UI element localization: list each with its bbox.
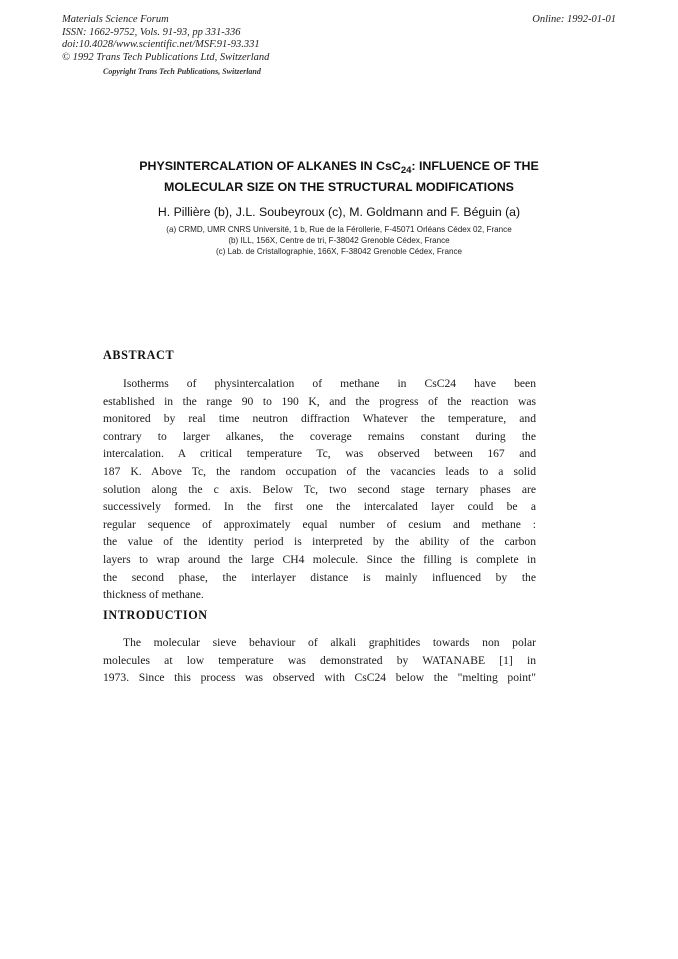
author-list: H. Pillière (b), J.L. Soubeyroux (c), M. Goldmann and F. Béguin (a) — [157, 205, 521, 219]
abstract-line: regular sequence of approximately equal number of cesium and methane : — [103, 517, 536, 531]
title-line-1: PHYSINTERCALATION OF ALKANES IN CsC$_{24}$: INFLUENCE OF THE — [139, 159, 539, 176]
abstract-line: established in the range 90 to 190 K, and the progress of the reaction was — [103, 394, 536, 408]
intro-line: The molecular sieve behaviour of alkali graphitides towards non polar — [123, 636, 536, 649]
copyright-notice: Copyright Trans Tech Publications, Switzerland — [103, 67, 261, 76]
abstract-line: monitored by real time neutron diffraction Whatever the temperature, and — [103, 412, 536, 426]
paper-title — [90, 158, 588, 196]
abstract-line: Isotherms of physintercalation of methane in CsC24 have been — [123, 377, 536, 390]
abstract-line: intercalation. A critical temperature Tc, was observed between 167 and — [103, 447, 536, 461]
abstract-line: the second phase, the interlayer distance is mainly influenced by the — [103, 570, 536, 584]
title-line-2: MOLECULAR SIZE ON THE STRUCTURAL MODIFICATIONS — [164, 180, 514, 194]
publisher-line: © 1992 Trans Tech Publications Ltd, Switzerland — [62, 51, 270, 63]
abstract-body — [103, 375, 536, 604]
affiliation-b: (b) ILL, 156X, Centre de tri, F-38042 Grenoble Cédex, France — [228, 236, 450, 245]
abstract-line: layers to wrap around the large CH4 molecule. Since the filling is complete in — [103, 552, 536, 566]
abstract-line: 187 K. Above Tc, the random occupation of the vacancies leads to a solid — [103, 464, 536, 478]
affiliation-c: (c) Lab. de Cristallographie, 166X, F-38042 Grenoble Cédex, France — [215, 247, 463, 256]
introduction-body — [103, 634, 536, 687]
abstract-line: solution along the c axis. Below Tc, two second stage ternary phases are — [103, 482, 536, 496]
abstract-line: the value of the identity period is interpreted by the ability of the carbon — [103, 535, 536, 549]
abstract-line: thickness of methane. — [103, 588, 204, 602]
doi-line: doi:10.4028/www.scientific.net/MSF.91-93.331 — [62, 39, 260, 51]
affiliation-a: (a) CRMD, UMR CNRS Université, 1 b, Rue de la Férollerie, F-45071 Orléans Cédex 02, France — [166, 225, 512, 234]
intro-line: 1973. Since this process was observed with CsC24 below the "melting point" — [103, 671, 536, 685]
journal-header — [62, 14, 269, 64]
abstract-line: contrary to larger alkanes, the coverage remains constant during the — [103, 429, 536, 443]
journal-name: Materials Science Forum — [62, 14, 169, 25]
intro-line: molecules at low temperature was demonstrated by WATANABE [1] in — [103, 653, 536, 667]
abstract-heading: ABSTRACT — [103, 348, 175, 362]
introduction-heading: INTRODUCTION — [103, 608, 208, 622]
issn-line: ISSN: 1662-9752, Vols. 91-93, pp 331-336 — [62, 26, 241, 38]
online-date: Online: 1992-01-01 — [532, 14, 616, 25]
abstract-line: successively formed. In the first one the intercalated layer could be a — [103, 500, 536, 514]
